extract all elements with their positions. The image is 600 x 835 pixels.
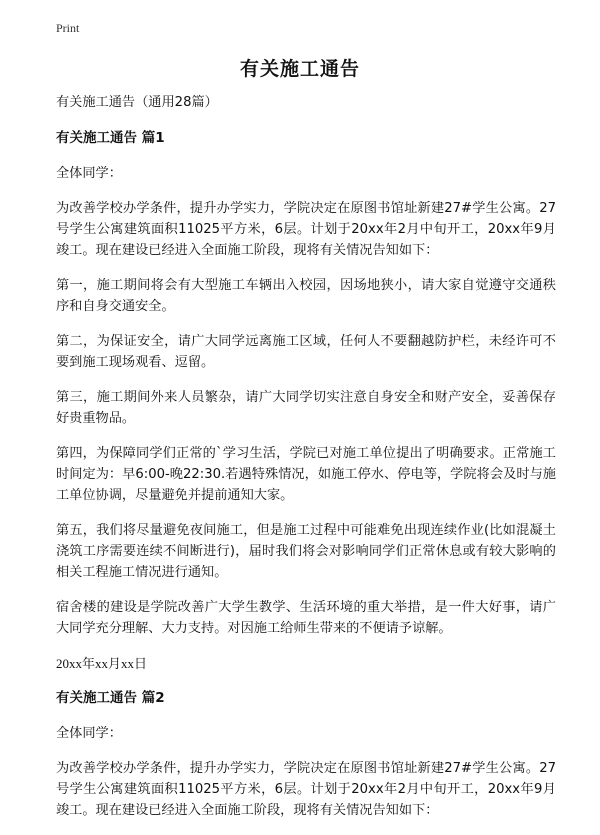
section1-date: 20xx年xx月xx日 [56, 656, 148, 671]
document-title: 有关施工通告 [239, 58, 360, 80]
section1-greeting: 全体同学： [56, 166, 122, 181]
section-heading-1: 有关施工通告 篇1 [56, 130, 165, 146]
section1-point-3: 第三，施工期间外来人员繁杂，请广大同学切实注意自身安全和财产安全，妥善保存好贵重物品。 [56, 390, 556, 426]
section2-greeting: 全体同学： [56, 726, 122, 741]
document-body [56, 92, 556, 835]
section2-intro: 为改善学校办学条件，提升办学实力，学院决定在原图书馆址新建27#学生公寓。27号学生公寓建筑面积11025平方米，6层。计划于20xx年2月中旬开工，20xx年9月竣工。现在建设已经进入全面施工阶段，现将有关情况告知如下： [56, 761, 556, 818]
section1-point-4: 第四，为保障同学们正常的`学习生活，学院已对施工单位提出了明确要求。正常施工时间定为：早6:00-晚22:30.若遇特殊情况，如施工停水、停电等，学院将会及时与施工单位协调，尽量避免并提前通知大家。 [56, 446, 556, 503]
section1-intro: 为改善学校办学条件，提升办学实力，学院决定在原图书馆址新建27#学生公寓。27号学生公寓建筑面积11025平方米，6层。计划于20xx年2月中旬开工，20xx年9月竣工。现在建设已经进入全面施工阶段，现将有关情况告知如下： [56, 201, 556, 258]
document-subtitle: 有关施工通告（通用28篇） [56, 95, 218, 110]
section-heading-2: 有关施工通告 篇2 [56, 690, 165, 706]
section1-closing: 宿舍楼的建设是学院改善广大学生教学、生活环境的重大举措，是一件大好事，请广大同学充分理解、大力支持。对因施工给师生带来的不便请予谅解。 [56, 600, 556, 636]
section1-point-2: 第二，为保证安全，请广大同学远离施工区域，任何人不要翻越防护栏，未经许可不要到施工现场观看、逗留。 [56, 334, 556, 370]
section1-point-1: 第一，施工期间将会有大型施工车辆出入校园，因场地狭小，请大家自觉遵守交通秩序和自身交通安全。 [56, 278, 556, 314]
section1-point-5: 第五，我们将尽量避免夜间施工，但是施工过程中可能难免出现连续作业(比如混凝土浇筑工序需要连续不间断进行)，届时我们将会对影响同学们正常休息或有较大影响的相关工程施工情况进行通知。 [56, 523, 556, 580]
print-label[interactable]: Print [56, 21, 80, 35]
